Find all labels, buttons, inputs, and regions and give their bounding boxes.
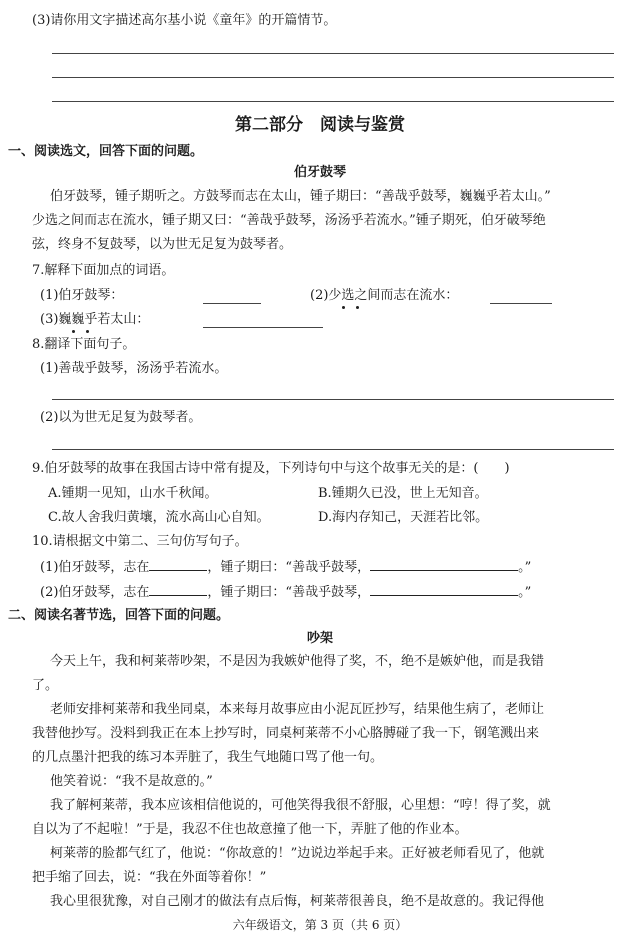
passage-line: 我了解柯莱蒂，我本应该相信他说的，可他笑得我很不舒服，心里想：“哼！得了奖，就 xyxy=(50,798,551,813)
answer-blank[interactable] xyxy=(203,303,261,304)
question-8: 8.翻译下面句子。 xyxy=(32,337,136,352)
passage-line: 我替他抄写。没料到我正在本上抄写时，同桌柯莱蒂不小心胳膊碰了我一下，钢笔溅出来 xyxy=(32,726,540,741)
answer-blank[interactable] xyxy=(149,557,207,571)
q3-prompt: (3)请你用文字描述高尔基小说《童年》的开篇情节。 xyxy=(32,13,337,28)
answer-line[interactable] xyxy=(52,53,614,54)
passage-line: 把手缩了回去，说：“我在外面等着你！” xyxy=(32,870,267,885)
passage-line: 了。 xyxy=(32,678,59,693)
passage-line: 他笑着说：“我不是故意的。” xyxy=(50,774,213,789)
section-heading: 二、阅读名著节选，回答下面的问题。 xyxy=(8,608,230,623)
part-title: 第二部分 阅读与鉴赏 xyxy=(235,115,405,135)
option-b[interactable]: B.锺期久已没，世上无知音。 xyxy=(318,486,488,501)
passage-title: 伯牙鼓琴 xyxy=(293,165,346,180)
question-7-3: (3)巍巍乎若太山： xyxy=(40,312,150,327)
passage-line: 的几点墨汁把我的练习本弄脏了，我生气地随口骂了他一句。 xyxy=(32,750,384,765)
answer-blank[interactable] xyxy=(149,582,207,596)
passage-line: 今天上午，我和柯莱蒂吵架，不是因为我嫉妒他得了奖，不，绝不是嫉妒他，而是我错 xyxy=(50,654,545,669)
section-heading: 一、阅读选文，回答下面的问题。 xyxy=(8,144,204,159)
passage-line: 柯莱蒂的脸都气红了，他说：“你故意的！”边说边举起手来。正好被老师看见了，他就 xyxy=(50,846,545,861)
passage-line: 自以为了不起啦！”于是，我忍不住也故意撞了他一下，弄脏了他的作业本。 xyxy=(32,822,468,837)
answer-line[interactable] xyxy=(52,77,614,78)
option-d[interactable]: D.海内存知己，天涯若比邻。 xyxy=(318,510,489,525)
passage-line: 弦，终身不复鼓琴，以为世无足复为鼓琴者。 xyxy=(32,237,293,252)
page-footer: 六年级语文，第 3 页（共 6 页） xyxy=(232,918,408,932)
question-7-1: (1)伯牙鼓琴： xyxy=(40,288,124,303)
answer-line[interactable] xyxy=(52,449,614,450)
question-10-2: (2)伯牙鼓琴，志在 ，锺子期曰：“善哉乎鼓琴， 。” xyxy=(40,582,531,602)
question-8-1: (1)善哉乎鼓琴，汤汤乎若流水。 xyxy=(40,361,228,376)
question-8-2: (2)以为世无足复为鼓琴者。 xyxy=(40,410,202,425)
answer-line[interactable] xyxy=(52,101,614,102)
emphasis-dot xyxy=(72,330,75,333)
passage-line: 少选之间而志在流水，锺子期又曰：“善哉乎鼓琴，汤汤乎若流水。”锺子期死，伯牙破琴绝 xyxy=(32,213,546,228)
emphasis-dot xyxy=(342,306,345,309)
answer-line[interactable] xyxy=(52,399,614,400)
question-10-1: (1)伯牙鼓琴，志在 ，锺子期曰：“善哉乎鼓琴， 。” xyxy=(40,557,531,577)
question-10: 10.请根据文中第二、三句仿写句子。 xyxy=(32,534,248,549)
question-9: 9.伯牙鼓琴的故事在我国古诗中常有提及，下列诗句中与这个故事无关的是：( ) xyxy=(32,461,510,476)
option-c[interactable]: C.故人舍我归黄壤，流水高山心自知。 xyxy=(48,510,270,525)
passage-title: 吵架 xyxy=(306,631,333,646)
passage-line: 伯牙鼓琴，锺子期听之。方鼓琴而志在太山，锺子期曰：“善哉乎鼓琴，巍巍乎若太山。” xyxy=(50,189,551,204)
answer-blank[interactable] xyxy=(490,303,552,304)
passage-line: 我心里很犹豫，对自己刚才的做法有点后悔，柯莱蒂很善良，绝不是故意的。我记得他 xyxy=(50,894,545,909)
passage-line: 老师安排柯莱蒂和我坐同桌，本来每月故事应由小泥瓦匠抄写，结果他生病了，老师让 xyxy=(50,702,545,717)
question-7-2: (2)少选之间而志在流水： xyxy=(310,288,459,303)
emphasis-dot xyxy=(86,330,89,333)
answer-blank[interactable] xyxy=(203,327,323,328)
answer-blank[interactable] xyxy=(370,557,518,571)
answer-blank[interactable] xyxy=(370,582,518,596)
emphasis-dot xyxy=(356,306,359,309)
option-a[interactable]: A.锺期一见知，山水千秋闻。 xyxy=(48,486,218,501)
question-7: 7.解释下面加点的词语。 xyxy=(32,263,175,278)
